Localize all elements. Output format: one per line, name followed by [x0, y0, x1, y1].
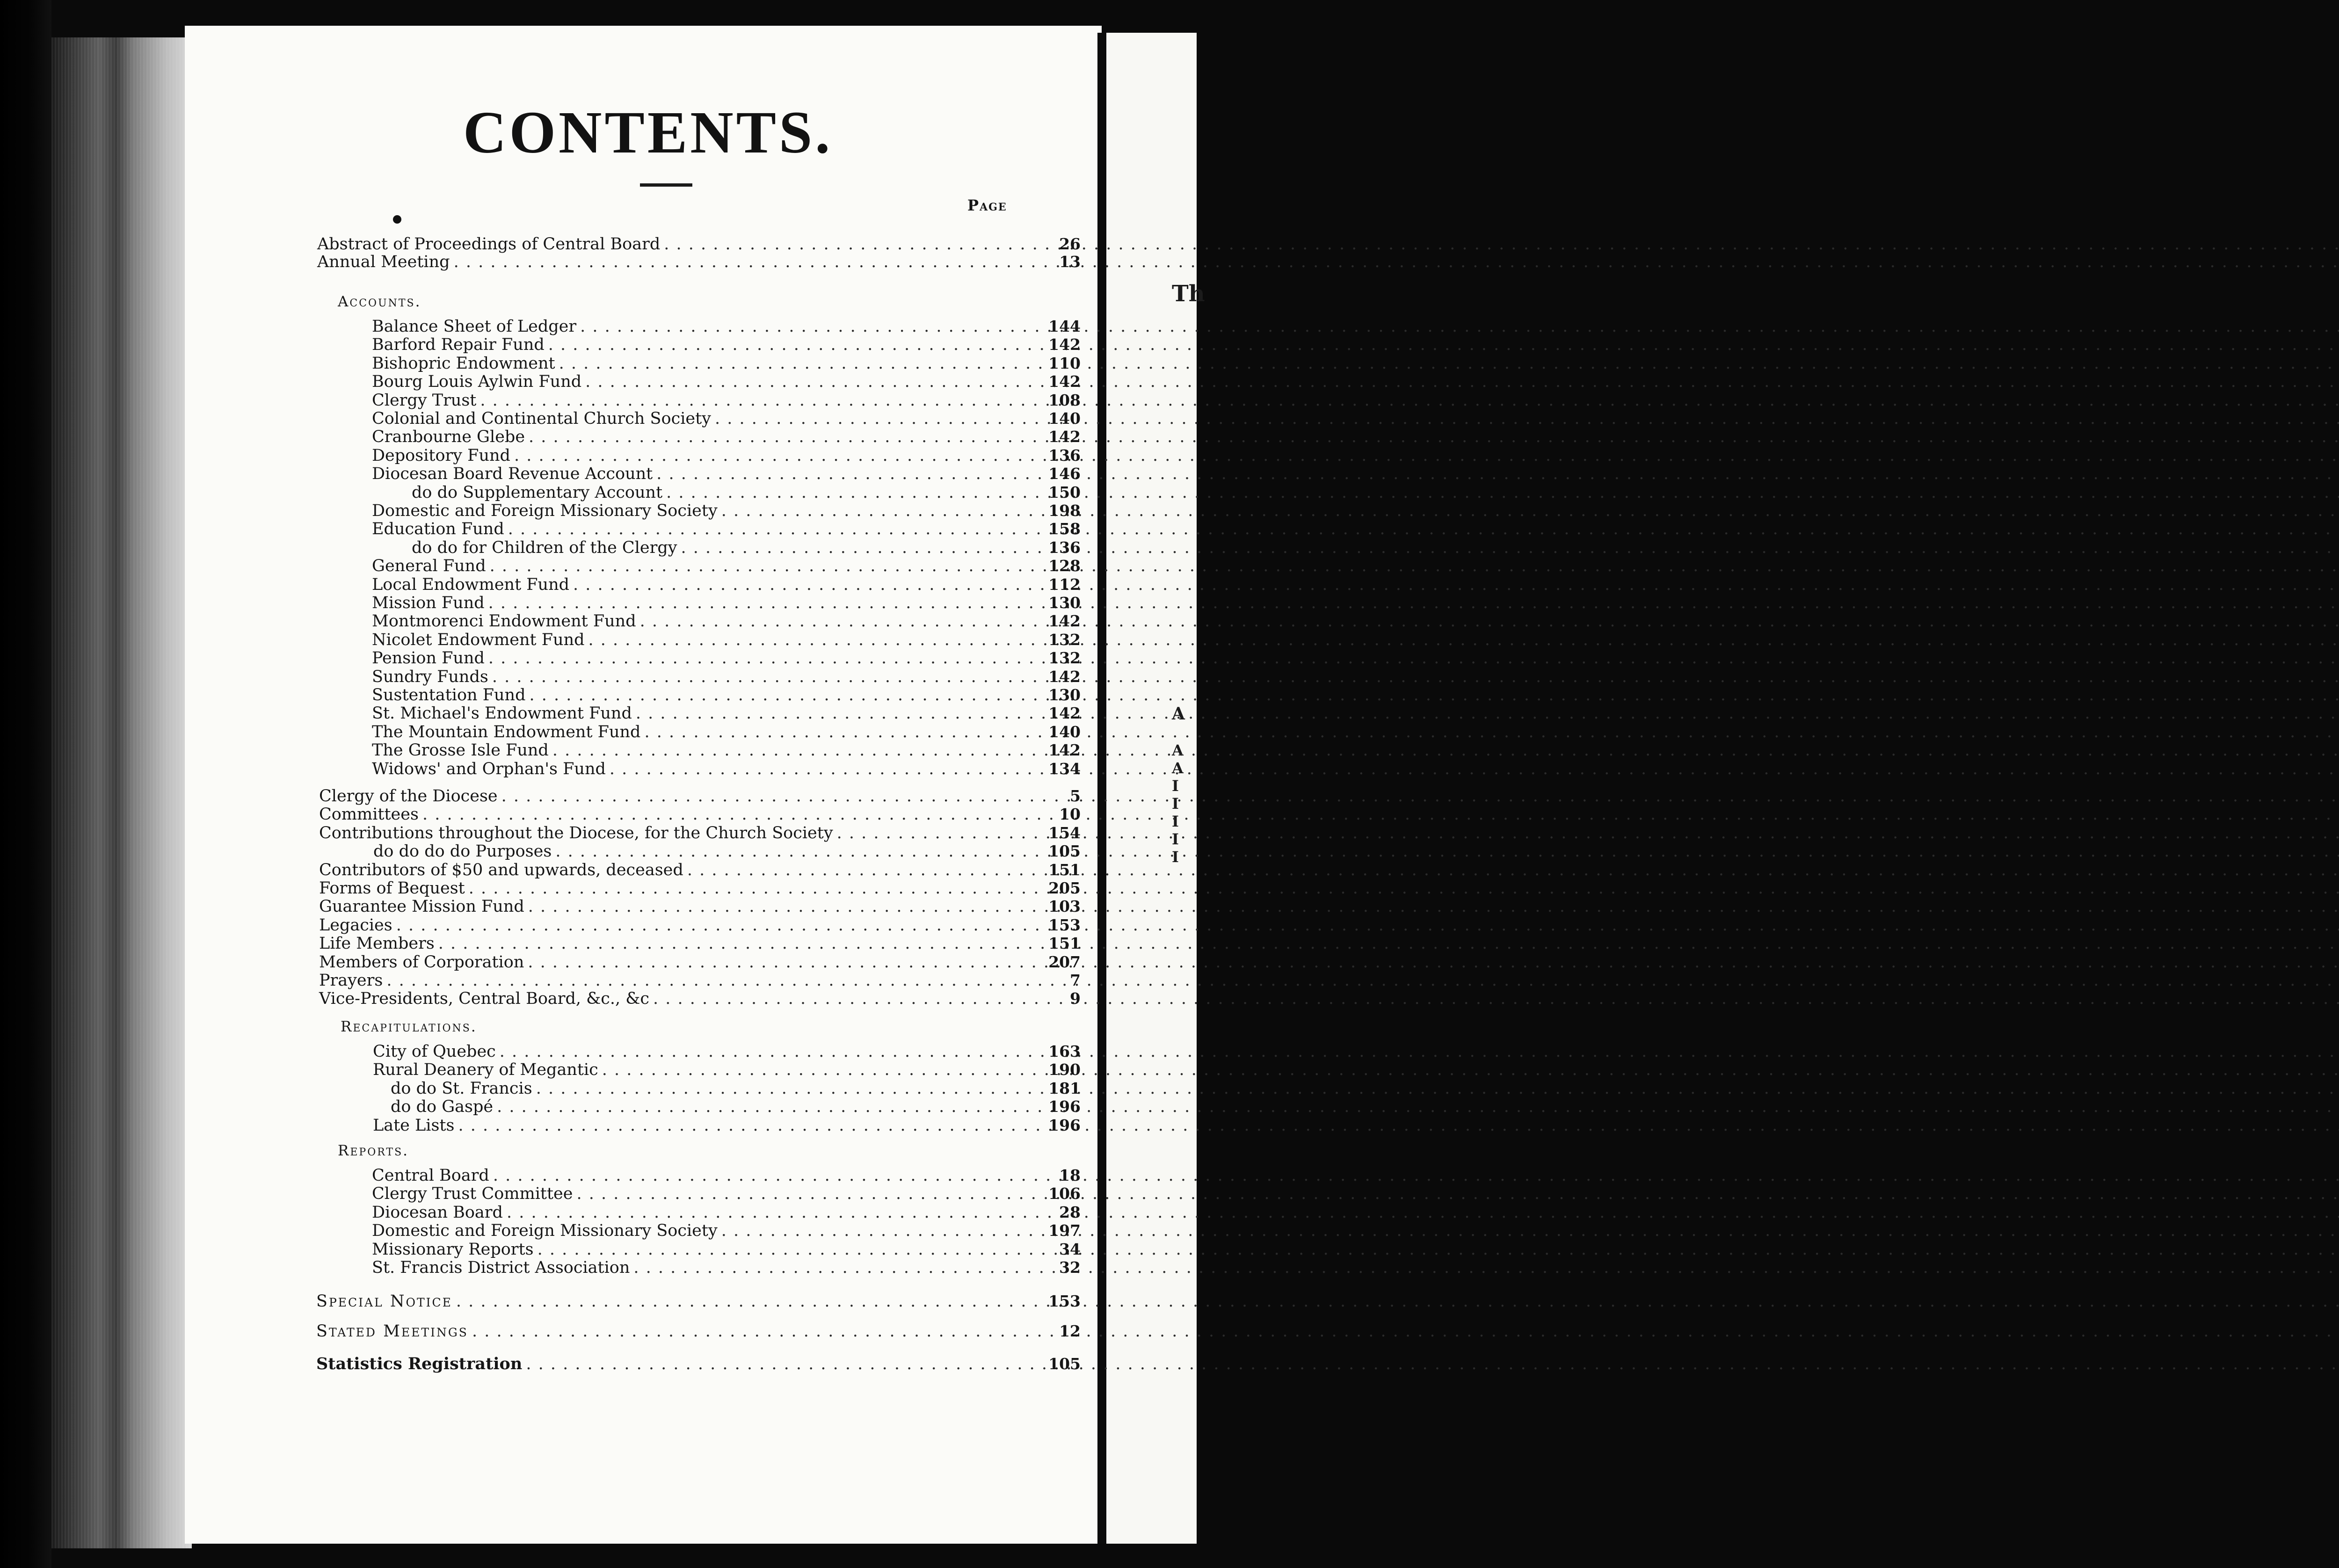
dot-leader [501, 787, 2339, 806]
toc-entry-label: Clergy Trust [372, 391, 477, 410]
dot-leader [526, 1355, 2339, 1373]
toc-entry[interactable] [372, 409, 1081, 428]
dot-leader [681, 538, 2339, 557]
toc-entry-label: Pension Fund [372, 649, 485, 668]
toc-entry-label: The Mountain Endowment Fund [372, 722, 641, 741]
facing-page-letter: I [1172, 830, 1179, 848]
toc-entry-label: do do St. Francis [391, 1079, 532, 1098]
toc-entry-page: 132 [1048, 630, 1081, 649]
toc-entry[interactable] [372, 630, 1081, 649]
toc-entry-label: Late Lists [373, 1116, 455, 1135]
toc-entry-page: 142 [1048, 704, 1081, 723]
toc-entry[interactable] [372, 335, 1081, 355]
dot-leader [490, 557, 2339, 575]
toc-entry[interactable] [372, 391, 1081, 410]
toc-entry-label: Prayers [319, 971, 383, 990]
toc-entry-label: Bishopric Endowment [372, 354, 555, 373]
toc-entry[interactable] [372, 1240, 1081, 1259]
dot-leader [580, 317, 2339, 336]
toc-entry-page: 146 [1048, 465, 1081, 483]
dot-leader [497, 1097, 2339, 1116]
dot-leader [507, 1203, 2339, 1222]
dot-leader [488, 594, 2339, 612]
toc-entry-page: 150 [1048, 483, 1081, 501]
toc-entry-label: Stated Meetings [316, 1322, 468, 1341]
toc-entry-page: 163 [1048, 1042, 1081, 1060]
toc-entry[interactable] [317, 235, 1081, 254]
toc-entry-page: 103 [1048, 897, 1081, 916]
toc-entry-page: 142 [1048, 335, 1081, 354]
toc-entry-page: 34 [1059, 1240, 1081, 1258]
toc-entry-page: 140 [1048, 409, 1081, 428]
toc-entry-page: 142 [1048, 667, 1081, 686]
dot-leader [493, 1166, 2339, 1185]
dot-leader [687, 861, 2339, 879]
dot-leader [422, 805, 2339, 824]
toc-entry-page: 153 [1048, 1292, 1081, 1310]
dot-leader [653, 989, 2339, 1008]
toc-entry[interactable] [319, 787, 1081, 806]
toc-entry-label: Bourg Louis Aylwin Fund [372, 372, 582, 392]
dot-leader [472, 1322, 2339, 1341]
toc-entry-page: 205 [1048, 879, 1081, 897]
toc-entry-label: Clergy Trust Committee [372, 1184, 573, 1204]
toc-entry-label: Life Members [319, 934, 435, 953]
facing-page-letter: A [1172, 741, 1184, 759]
toc-entry[interactable] [372, 667, 1081, 686]
dot-leader [656, 465, 2339, 483]
dot-leader [559, 354, 2339, 373]
toc-entry-page: 18 [1059, 1166, 1081, 1184]
dot-leader [529, 428, 2339, 446]
toc-entry-label: Diocesan Board Revenue Account [372, 465, 653, 484]
toc-entry[interactable] [373, 842, 1081, 861]
dot-leader [469, 879, 2339, 898]
facing-page-letter: I [1172, 795, 1179, 813]
toc-entry-label: Clergy of the Diocese [319, 787, 498, 806]
toc-entry-page: 142 [1048, 372, 1081, 391]
toc-entry-page: 112 [1048, 575, 1081, 594]
facing-page-letter: I [1172, 777, 1179, 795]
toc-entry-page: 197 [1048, 1221, 1081, 1240]
facing-page-fragment-top: Th [1172, 281, 1205, 307]
toc-entry-page: 108 [1048, 391, 1081, 409]
toc-entry-label: Diocesan Board [372, 1203, 503, 1222]
dot-leader [576, 1184, 2339, 1203]
toc-entry[interactable] [372, 649, 1081, 668]
toc-entry-label: Special Notice [316, 1292, 452, 1311]
toc-entry-label: Members of Corporation [319, 952, 524, 972]
toc-entry-label: do do Gaspé [391, 1097, 494, 1117]
toc-entry[interactable] [372, 520, 1081, 539]
toc-entry-page: 142 [1048, 612, 1081, 631]
toc-entry-label: General Fund [372, 557, 486, 576]
toc-entry-label: do do Supplementary Account [412, 483, 663, 502]
dot-leader [528, 897, 2339, 916]
toc-entry-label: St. Michael's Endowment Fund [372, 704, 632, 723]
toc-entry-label: Cranbourne Glebe [372, 428, 525, 447]
facing-page-fragment-mid: A [1172, 704, 1185, 724]
toc-entry-label: Colonial and Continental Church Society [372, 409, 711, 428]
toc-entry[interactable] [319, 971, 1081, 990]
toc-entry[interactable] [319, 897, 1081, 916]
toc-entry-label: Rural Deanery of Megantic [373, 1060, 598, 1080]
toc-entry[interactable] [316, 1292, 1081, 1311]
toc-entry[interactable] [319, 915, 1081, 935]
dot-leader [514, 446, 2339, 465]
dot-leader [644, 723, 2339, 741]
toc-entry-page: 158 [1048, 520, 1081, 538]
dot-leader [610, 760, 2339, 778]
toc-entry[interactable] [373, 1060, 1081, 1080]
dot-leader [555, 842, 2339, 861]
toc-entry-page: 136 [1048, 446, 1081, 465]
toc-entry-page: 144 [1048, 317, 1081, 335]
toc-entry-label: Statistics Registration [316, 1354, 523, 1373]
toc-entry-page: 12 [1059, 1322, 1081, 1340]
dot-leader [492, 668, 2339, 686]
toc-entry[interactable] [372, 594, 1081, 612]
toc-entry[interactable] [373, 1116, 1081, 1135]
toc-entry[interactable] [372, 317, 1081, 336]
dot-leader [536, 1079, 2339, 1098]
toc-entry-label: Barford Repair Fund [372, 335, 545, 355]
toc-entry[interactable] [372, 704, 1081, 723]
toc-entry[interactable] [372, 372, 1081, 392]
toc-entry-page: 7 [1070, 971, 1081, 989]
toc-entry[interactable] [319, 805, 1081, 824]
toc-entry-page: 196 [1048, 1116, 1081, 1134]
toc-entry[interactable] [319, 934, 1081, 953]
toc-entry-page: 110 [1048, 354, 1081, 372]
toc-entry[interactable] [319, 989, 1081, 1009]
toc-entry-label: Local Endowment Fund [372, 575, 570, 594]
dot-leader [715, 409, 2339, 428]
toc-entry[interactable] [319, 823, 1081, 842]
toc-entry-page: 196 [1048, 1097, 1081, 1116]
toc-entry-page: 190 [1048, 1060, 1081, 1079]
toc-entry-page: 132 [1048, 649, 1081, 668]
dot-leader [508, 520, 2339, 538]
dot-leader [585, 372, 2339, 391]
toc-entry-page: 153 [1048, 915, 1081, 934]
toc-entry-page: 134 [1048, 759, 1081, 778]
section-heading-accounts: Accounts. [338, 293, 421, 310]
toc-entry[interactable] [319, 860, 1081, 879]
title-rule [640, 183, 692, 187]
toc-entry-label: Legacies [319, 915, 392, 935]
toc-entry[interactable] [316, 1322, 1081, 1341]
toc-entry[interactable] [372, 1203, 1081, 1222]
facing-page-letter: A [1172, 759, 1184, 777]
dot-leader [530, 686, 2339, 704]
toc-entry[interactable] [391, 1079, 1081, 1098]
toc-entry-label: Contributions throughout the Diocese, for the Church Society [319, 823, 833, 842]
toc-entry-page: 130 [1048, 686, 1081, 704]
toc-entry-label: Guarantee Mission Fund [319, 897, 524, 916]
dot-leader [386, 971, 2339, 990]
dot-leader [664, 235, 2339, 254]
toc-entry-label: Sundry Funds [372, 667, 488, 686]
page-edges [51, 37, 192, 1548]
toc-entry[interactable] [372, 1258, 1081, 1277]
page-title: CONTENTS. [463, 99, 833, 166]
toc-entry[interactable] [372, 612, 1081, 631]
dot-leader [500, 1042, 2339, 1061]
toc-entry-label: Abstract of Proceedings of Central Board [317, 235, 661, 254]
section-heading-recapitulations: Recapitulations. [341, 1018, 477, 1035]
dot-leader [588, 631, 2339, 649]
toc-entry[interactable] [372, 428, 1081, 447]
toc-entry-page: 151 [1048, 934, 1081, 953]
toc-entry[interactable] [372, 465, 1081, 484]
dot-leader [538, 1240, 2339, 1259]
toc-entry[interactable] [372, 741, 1081, 760]
toc-entry[interactable] [372, 557, 1081, 576]
toc-entry[interactable] [317, 253, 1081, 271]
toc-entry[interactable] [372, 354, 1081, 373]
toc-entry-page: 5 [1070, 787, 1081, 805]
toc-entry-label: do do for Children of the Clergy [412, 538, 677, 557]
toc-entry[interactable] [372, 722, 1081, 741]
toc-entry-label: Annual Meeting [317, 253, 450, 271]
dot-leader [454, 253, 2339, 271]
section-heading-reports: Reports. [338, 1142, 409, 1159]
toc-entry-label: Balance Sheet of Ledger [372, 317, 577, 336]
toc-entry-page: 28 [1059, 1203, 1081, 1221]
toc-entry[interactable] [319, 952, 1081, 972]
toc-entry-label: The Grosse Isle Fund [372, 741, 549, 760]
dot-leader [721, 501, 2339, 520]
toc-entry[interactable] [372, 686, 1081, 704]
dot-leader [458, 1116, 2339, 1135]
toc-entry-page: 207 [1048, 952, 1081, 971]
toc-entry[interactable] [412, 538, 1081, 557]
toc-entry-page: 105 [1048, 842, 1081, 861]
toc-entry-page: 128 [1048, 557, 1081, 575]
dot-leader [721, 1221, 2339, 1240]
toc-entry-label: St. Francis District Association [372, 1258, 630, 1277]
toc-entry-label: Contributors of $50 and upwards, deceased [319, 860, 683, 879]
toc-entry-page: 26 [1059, 235, 1081, 253]
toc-entry-label: Widows' and Orphan's Fund [372, 759, 606, 778]
toc-entry-label: Central Board [372, 1166, 489, 1185]
dot-leader [528, 953, 2339, 972]
toc-entry[interactable] [412, 483, 1081, 502]
toc-entry-page: 154 [1048, 823, 1081, 842]
toc-entry-page: 9 [1070, 989, 1081, 1008]
toc-entry-label: Vice-Presidents, Central Board, &c., &c [319, 989, 650, 1009]
toc-entry-page: 130 [1048, 594, 1081, 612]
toc-entry-label: Forms of Bequest [319, 879, 465, 898]
toc-entry[interactable] [319, 879, 1081, 898]
dot-leader [633, 1258, 2339, 1277]
toc-entry-label: City of Quebec [373, 1042, 496, 1061]
dot-leader [480, 391, 2339, 410]
toc-entry-page: 136 [1048, 538, 1081, 557]
toc-entry-label: Depository Fund [372, 446, 510, 465]
book-spine-shadow [0, 0, 51, 1568]
dot-leader [456, 1292, 2339, 1311]
dot-leader [640, 612, 2339, 631]
toc-entry-page: 13 [1059, 253, 1081, 271]
dot-leader [666, 483, 2339, 502]
toc-entry[interactable] [373, 1042, 1081, 1061]
facing-page-letter: I [1172, 813, 1179, 830]
ink-dot [393, 215, 401, 224]
toc-entry-label: Mission Fund [372, 594, 485, 612]
toc-entry-label: do do do do Purposes [373, 842, 552, 861]
toc-entry[interactable] [316, 1354, 1081, 1373]
toc-entry-label: Committees [319, 805, 419, 824]
toc-entry-page: 181 [1048, 1079, 1081, 1097]
toc-entry-page: 105 [1048, 1355, 1081, 1373]
dot-leader [548, 335, 2339, 354]
toc-entry-label: Domestic and Foreign Missionary Society [372, 501, 718, 520]
toc-entry-page: 32 [1059, 1258, 1081, 1277]
toc-entry[interactable] [372, 1184, 1081, 1204]
toc-entry-label: Missionary Reports [372, 1240, 534, 1259]
dot-leader [552, 741, 2339, 760]
toc-entry-page: 151 [1048, 860, 1081, 879]
toc-entry[interactable] [372, 1221, 1081, 1241]
toc-entry-label: Nicolet Endowment Fund [372, 630, 585, 649]
toc-entry[interactable] [372, 501, 1081, 520]
dot-leader [488, 649, 2339, 668]
dot-leader [636, 704, 2339, 723]
toc-entry-page: 142 [1048, 428, 1081, 446]
toc-entry-label: Education Fund [372, 520, 504, 539]
page-column-header: Page [967, 196, 1007, 214]
toc-entry[interactable] [391, 1097, 1081, 1117]
facing-page-letter: I [1172, 848, 1179, 866]
toc-entry-page: 10 [1059, 805, 1081, 824]
dot-leader [438, 934, 2339, 953]
toc-entry-page: 106 [1048, 1184, 1081, 1203]
toc-entry[interactable] [372, 1166, 1081, 1185]
dot-leader [573, 575, 2339, 594]
toc-entry-label: Montmorenci Endowment Fund [372, 612, 636, 631]
toc-entry-page: 140 [1048, 722, 1081, 741]
toc-entry-page: 142 [1048, 741, 1081, 760]
toc-entry[interactable] [372, 575, 1081, 594]
toc-entry-label: Domestic and Foreign Missionary Society [372, 1221, 718, 1241]
toc-entry[interactable] [372, 759, 1081, 778]
dot-leader [602, 1060, 2339, 1079]
dot-leader [396, 916, 2339, 935]
toc-entry-page: 198 [1048, 501, 1081, 520]
toc-entry-label: Sustentation Fund [372, 686, 526, 704]
toc-entry[interactable] [372, 446, 1081, 465]
